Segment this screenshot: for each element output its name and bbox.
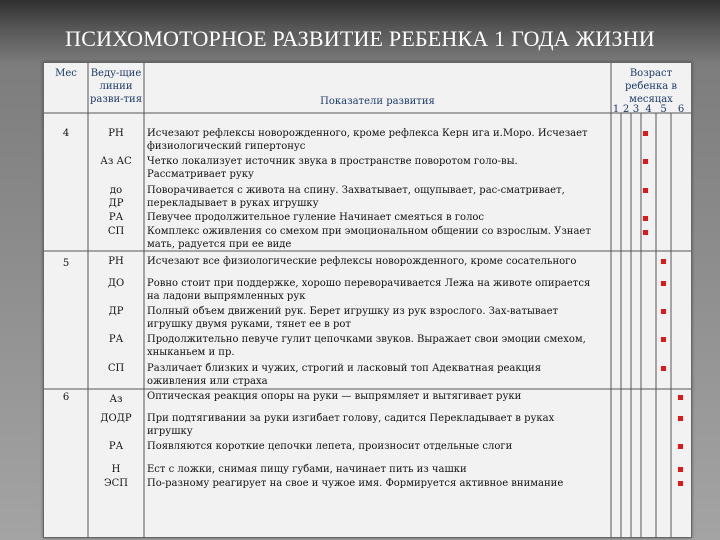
row-text: Различает близких и чужих, строгий и ласковый топ Адекватная реакция [147, 363, 542, 374]
header-age-2: ребенка в [625, 81, 677, 92]
row-text: мать, радуется при ее виде [147, 239, 292, 250]
row-text: Ест с ложки, снимая пищу губами, начинает пить из чашки [147, 464, 467, 475]
month-4: 4 [62, 128, 70, 139]
header-lines-1: Веду-щие [90, 68, 142, 79]
row-text: Полный объем движений рук. Берет игрушку из рук взрослого. Зах-ватывает [147, 306, 559, 317]
age-col-1: 1 [612, 104, 620, 115]
age-marker [661, 366, 666, 371]
month-6: 6 [62, 392, 70, 403]
row-text: Поворачивается с живота на спину. Захватывает, ощупывает, рас-сматривает, [147, 185, 565, 196]
row-text: Оптическая реакция опоры на руки — выпрямляет и вытягивает руки [147, 391, 522, 402]
header-month: Мес [55, 68, 77, 79]
row-text: физиологический гипертонус [147, 141, 306, 152]
row-text: перекладывает в руках игрушку [147, 198, 319, 209]
row-text: Продолжительно певуче гулит цепочками звуков. Выражает свои эмоции смехом, [147, 334, 586, 345]
row-line: ДР [108, 306, 124, 317]
row-text: оживления или страха [147, 376, 268, 387]
age-marker [643, 216, 648, 221]
row-line: Аз [109, 394, 123, 405]
header-lines-3: разви-тия [90, 94, 142, 105]
slide-title: ПСИХОМОТОРНОЕ РАЗВИТИЕ РЕБЕНКА 1 ГОДА ЖИЗНИ [65, 26, 655, 51]
row-line: ДОДР [100, 413, 132, 424]
age-col-5: 5 [660, 104, 667, 115]
row-line: СП [107, 363, 125, 374]
row-line: РА [108, 441, 124, 452]
row-text: Ровно стоит при поддержке, хорошо переворачивается Лежа на животе опирается [147, 278, 591, 289]
row-text: Четко локализует источник звука в пространстве поворотом голо-вы. [147, 156, 518, 167]
row-text: Комплекс оживления со смехом при эмоциональном общении со взрослым. Узнает [147, 226, 591, 237]
row-text: Исчезают все физиологические рефлексы новорожденного, кроме сосательного [147, 256, 577, 267]
row-line: Н [111, 464, 121, 475]
row-line: РН [108, 256, 124, 267]
age-marker [643, 159, 648, 164]
age-marker [643, 230, 648, 235]
age-marker [643, 131, 648, 136]
row-text: на ладони выпрямленных рук [147, 291, 306, 302]
age-col-3: 3 [632, 104, 640, 115]
row-text: По-разному реагирует на свое и чужое имя. Формируется активное внимание [147, 478, 564, 489]
age-marker [661, 259, 666, 264]
row-text: игрушку [147, 426, 193, 437]
month-5: 5 [62, 258, 70, 269]
age-marker [678, 416, 683, 421]
age-marker [678, 467, 683, 472]
age-marker [678, 444, 683, 449]
header-indicators: Показатели развития [320, 96, 435, 107]
row-line: до [109, 185, 123, 196]
age-marker [661, 309, 666, 314]
row-line: СП [107, 226, 125, 237]
row-text: Певучее продолжительное гуление Начинает смеяться в голос [147, 212, 485, 223]
age-marker [678, 481, 683, 486]
age-marker [661, 337, 666, 342]
row-text: игрушку двумя руками, тянет ее в рот [147, 319, 351, 330]
row-text: При подтягивании за руки изгибает голову, садится Перекладывает в руках [147, 413, 555, 424]
row-text: Появляются короткие цепочки лепета, произносит отдельные слоги [147, 441, 513, 452]
row-line: РА [108, 212, 124, 223]
development-table [43, 62, 692, 538]
row-text: Исчезают рефлексы новорожденного, кроме рефлекса Керн ига и.Моро. Исчезает [147, 128, 588, 139]
age-marker [678, 395, 683, 400]
age-col-2: 2 [622, 104, 630, 115]
row-line: РА [108, 334, 124, 345]
header-age-3: месяцах [629, 94, 673, 105]
age-marker [661, 281, 666, 286]
age-marker [643, 188, 648, 193]
row-text: Рассматривает руку [147, 169, 254, 180]
row-line: РН [108, 128, 124, 139]
age-col-4: 4 [645, 104, 652, 115]
header-age-1: Возраст [629, 68, 673, 79]
row-text: хныканьем и пр. [147, 347, 235, 358]
row-line: ДР [108, 198, 124, 209]
header-lines-2: линии [99, 81, 133, 92]
row-line: Аз АС [100, 156, 132, 167]
row-line: ДО [107, 278, 125, 289]
row-line: ЭСП [103, 478, 129, 489]
age-col-6: 6 [677, 104, 685, 115]
